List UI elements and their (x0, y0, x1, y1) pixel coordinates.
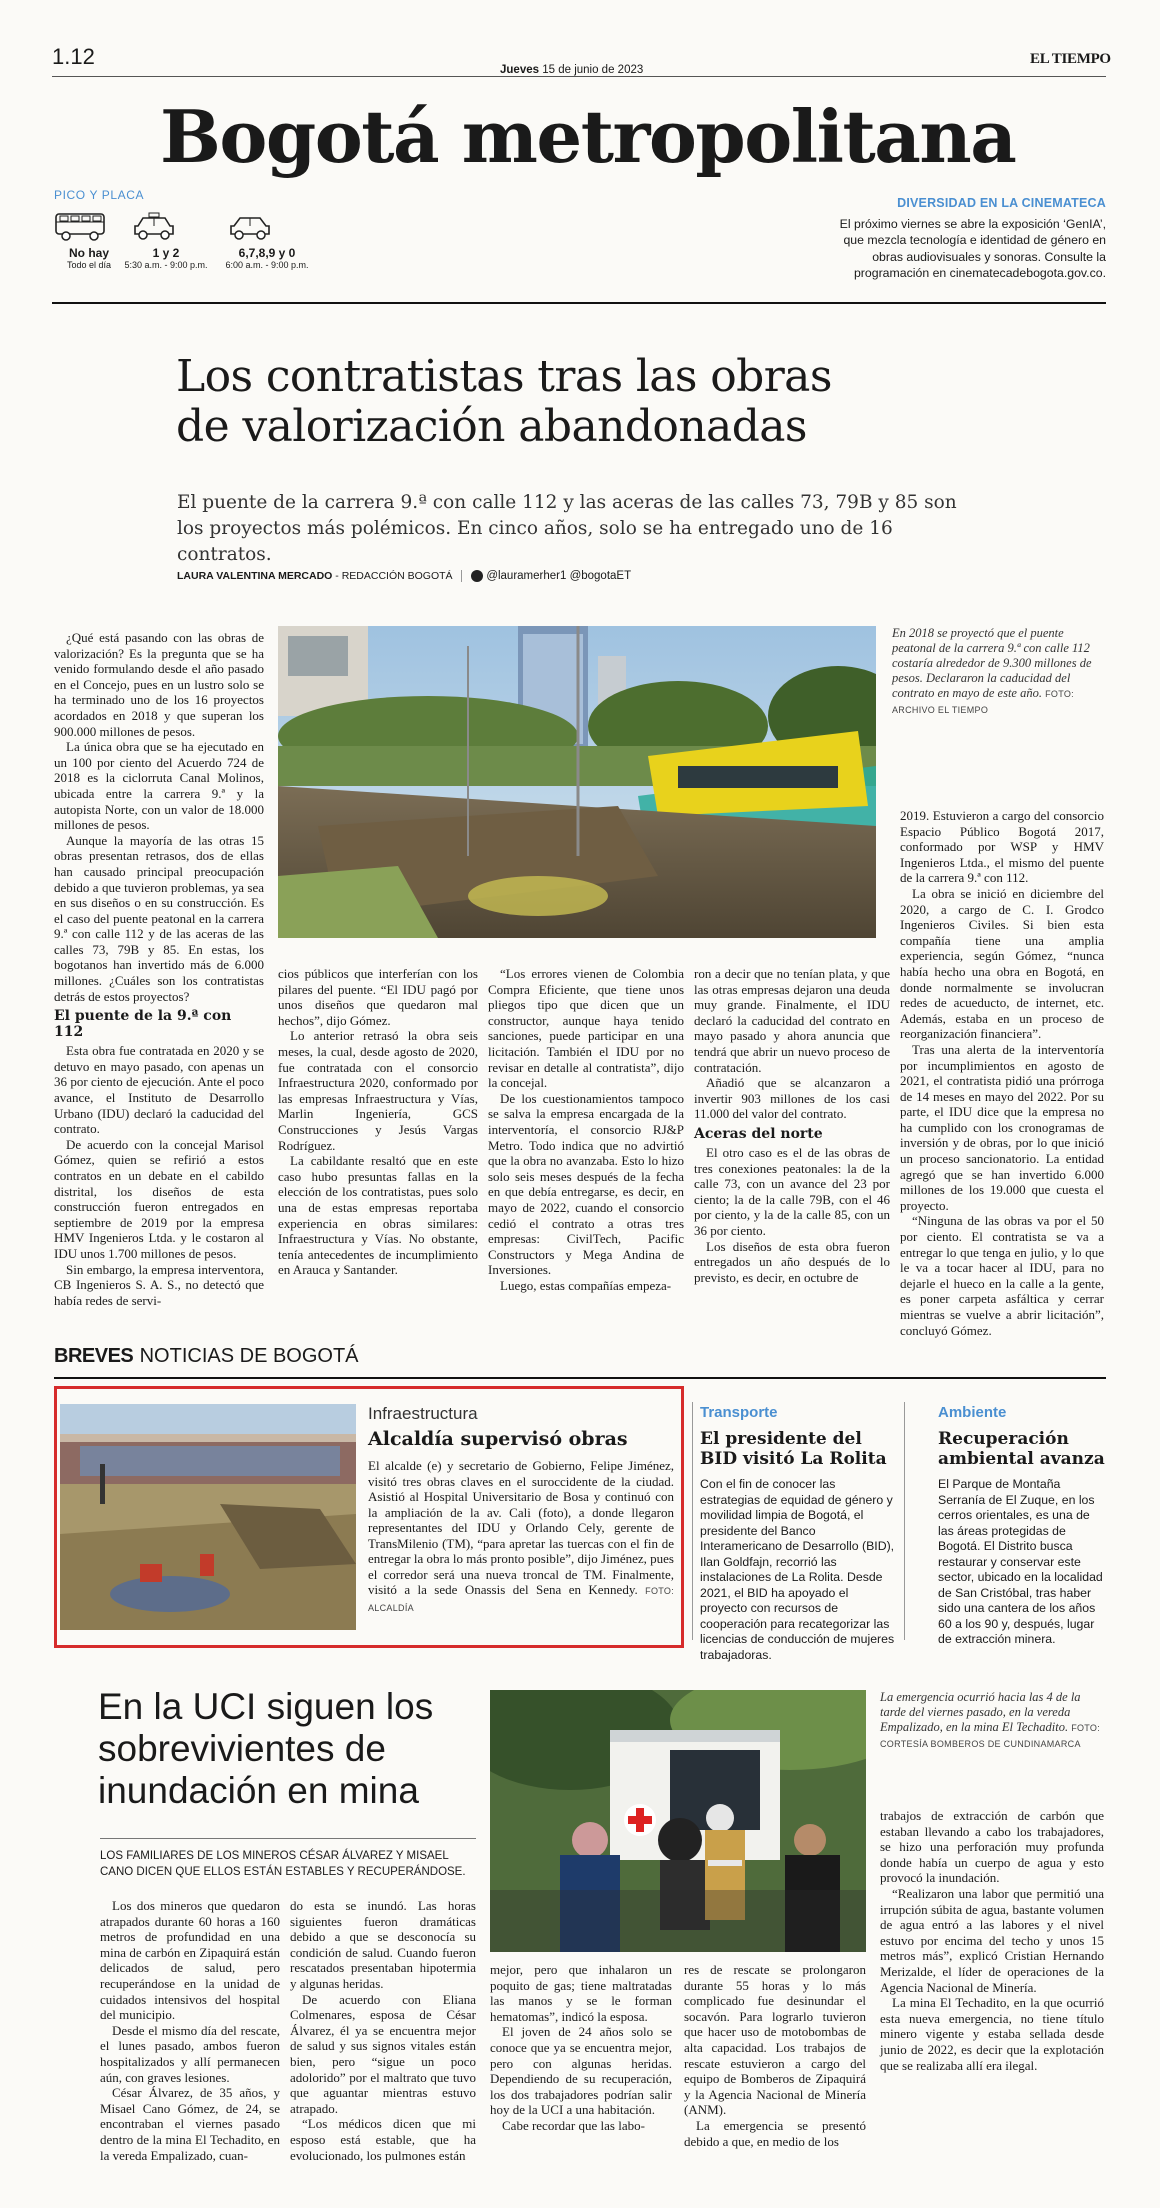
main-photo-caption (892, 626, 1104, 718)
paragraph: 2019. Estuvieron a cargo del consorcio Espacio Público Bogotá 2017, conformado por WSP y HMV Ingenieros Ltda., el mismo del puente de la carrera 9.ª con 112. (900, 808, 1104, 886)
paragraph: Sin embargo, la empresa interventora, CB Ingenieros S. A. S., no detectó que había redes de servi- (54, 1261, 264, 1308)
brief-title: Alcaldía supervisó obras (368, 1428, 628, 1450)
main-col-4 (694, 966, 890, 1285)
paragraph: Los dos mineros que quedaron atrapados durante 60 horas a 160 metros de profundidad en una mina de carbón en Zipaquirá están delicados de salud, pero recuperándose en la unidad de cuidados intensivos del hospital del municipio. (100, 1898, 280, 2023)
pico-item-taxi (114, 246, 218, 270)
brief-title: El presidente del BID visitó La Rolita (700, 1429, 887, 1469)
bus-icon (54, 210, 106, 244)
pico-plates: 6,7,8,9 y 0 (238, 246, 296, 260)
paragraph: Añadió que se alcanzaron a invertir 903 millones de los casi 11.000 del valor del contrato. (694, 1075, 890, 1122)
second-deck-rule (100, 1838, 476, 1839)
paragraph: Esta obra fue contratada en 2020 y se detuvo en mayo pasado, con apenas un 36 por ciento de ejecución. Ante el poco avance, el Instituto de Desarrollo Urbano (IDU) declaró la caducidad del contrato. (54, 1043, 264, 1137)
byline (177, 570, 631, 582)
brief-photo (60, 1404, 356, 1630)
second-col-1 (100, 1898, 280, 2163)
paragraph: “Ninguna de las obras va por el 50 por ciento. El contratista se va a entregar lo que tenga en julio, y lo que le va a tocar hacer al IDU, para no dejarle el hueco en la calle a la gente, es poner carpeta asfáltica y cerrar mientras se vuelve a abrir licitación”, concluyó Gómez. (900, 1213, 1104, 1338)
main-col-2 (278, 966, 478, 1278)
pico-placa-panel (52, 206, 322, 276)
pico-hours: 6:00 a.m. - 9:00 p.m. (225, 260, 309, 270)
promo-text: El próximo viernes se abre la exposición ‘GenIA’, que mezcla tecnología e identidad de género en obras audiovisuales y sonoras. Consulte la programación en cinematecadebogota.gov.co. (839, 217, 1106, 281)
briefs-divider-1 (692, 1402, 693, 1640)
paragraph: La cabildante resaltó que en este caso hubo presuntas fallas en la elección de los contratistas, pues solo una de estas empresas reportaba experiencia en obras similares: Infraestructura y Vías. No obstante, tenía antecedentes de incumplimiento en Arauca y Santander. (278, 1153, 478, 1278)
brief-text (368, 1458, 674, 1616)
paragraph: res de rescate se prolongaron durante 55 horas y lo más complicado fue desinundar el socavón. Para lograrlo tuvieron que hacer uso de motobombas de alta capacidad. Los trabajos de rescate estuvieron a cargo del equipo de Bomberos de Zipaquirá y la Agencia Nacional de Minería (ANM). (684, 1962, 866, 2118)
author-name: LAURA VALENTINA MERCADO (177, 570, 333, 582)
car-icon (228, 212, 272, 242)
pico-item-car (212, 246, 322, 270)
paragraph: Cabe recordar que las labo- (502, 2117, 645, 2133)
brief-text: El Parque de Montaña Serranía de El Zuque, en los cerros orientales, es una de las áreas protegidas de Bogotá. El Distrito busca restaurar y conservar este sector, ubicado en la localidad de San Cristóbal, tras haber sido una cantera de los años 60 a los 90 y, después, lugar de extracción minera. (938, 1477, 1103, 1646)
paragraph: La mina El Techadito, en la que ocurrió esta nueva emergencia, no tiene título minero vigente y estaba sellada desde junio de 2022, es decir que la explotación que se realizaba allí era ilegal. (880, 1995, 1104, 2073)
main-headline (176, 352, 832, 452)
second-col-4 (684, 1962, 866, 2149)
main-deck: El puente de la carrera 9.ª con calle 112 y las aceras de las calles 73, 79B y 85 son los proyectos más polémicos. En cinco años, solo se ha entregado uno de 16 contratos. (177, 492, 957, 565)
briefs-label-rest: NOTICIAS DE BOGOTÁ (139, 1345, 359, 1367)
brief-category: Infraestructura (368, 1404, 478, 1423)
briefs-top-rule (54, 1377, 1106, 1379)
paragraph: El joven de 24 años solo se conoce que ya se encuentra mejor, pero con algunas heridas. Dependiendo de su recuperación, los dos trabajadores podrían salir hoy de la UCI a una habitación. (490, 2024, 672, 2118)
author-desk: - REDACCIÓN BOGOTÁ (332, 570, 453, 582)
main-col-3 (488, 966, 684, 1293)
caption-credit: FOTO: ARCHIVO EL TIEMPO (892, 689, 1074, 715)
page-number: 1.12 (52, 44, 95, 69)
brief-credit: FOTO: ALCALDÍA (368, 1586, 674, 1613)
main-photo (278, 626, 876, 938)
second-col-5 (880, 1808, 1104, 2073)
paragraph: “Realizaron una labor que permitió una irrupción súbita de agua, bastante volumen de agua entró a las labores y el nivel estuvo por encima del techo y unos 15 metros más”, explicó Cristian Hernando Merizalde, el líder de operaciones de la Agencia Nacional de Minería. (880, 1885, 1104, 1995)
date-rest: 15 de junio de 2023 (542, 64, 644, 76)
pico-hours: Todo el día (66, 260, 112, 270)
paragraph: Aunque la mayoría de las otras 15 obras presentan retrasos, dos de ellas han causado principal preocupación debido a que tuvieron problemas, ya sea en sus diseños o en su construcción. Es el caso del puente peatonal en la carrera 9.ª con calle 112 y de las aceras de las calles 73, 79B y 85. En estas, los bogotanos han invertido más de 6.000 millones. ¿Cuáles son los contratistas detrás de estos proyectos? (54, 832, 264, 1004)
briefs-label-bold: BREVES (54, 1345, 134, 1367)
paragraph: Desde el mismo día del rescate, el lunes pasado, ambos fueron hospitalizados y allí permanecen aún, con graves lesiones. (100, 2022, 280, 2085)
brief-category: Transporte (700, 1404, 778, 1421)
paragraph: Luego, estas compañías empeza- (500, 1277, 672, 1293)
paragraph: La única obra que se ha ejecutado en un 100 por ciento del Acuerdo 724 de 2018 es la ciclorruta Canal Molinos, ubicada entre la carrera 9.ª y la autopista Norte, con un valor de 18.000 millones de pesos. (54, 739, 264, 833)
main-headline-line1: Los contratistas tras las obras (176, 351, 832, 402)
pico-plates: No hay (68, 246, 109, 260)
brief-transporte (700, 1404, 896, 1663)
subhead-aceras: Aceras del norte (694, 1125, 823, 1142)
caption-text: En 2018 se proyectó que el puente peatonal de la carrera 9.ª con calle 112 costaría alrededor de 9.300 millones de pesos. Declararon la caducidad del contrato en mayo de este año. (892, 626, 1092, 700)
briefs-divider-2 (904, 1402, 905, 1640)
brief-ambiente (938, 1404, 1106, 1648)
subhead-puente: El puente de la 9.ª con 112 (54, 1008, 232, 1041)
paragraph: cios públicos que interferían con los pilares del puente. “El IDU pagó por unos diseños que quedaron mal hechos”, dijo Gómez. (278, 966, 478, 1028)
publication-date (500, 64, 643, 76)
second-headline: En la UCI siguen los sobrevivientes de inundación en mina (98, 1686, 434, 1811)
caption-credit: FOTO: CORTESÍA BOMBEROS DE CUNDINAMARCA (880, 1723, 1101, 1749)
paragraph: De acuerdo con la concejal Marisol Gómez, quien se refirió a estos contratos en un debate en el cabildo distrital, los diseños de esta construcción fueron entregados en septiembre de 2019 por la empresa HMV Ingenieros Ltda. y le costaron al IDU unos 1.700 millones de pesos. (54, 1136, 264, 1261)
brief-category: Ambiente (938, 1404, 1007, 1421)
paragraph: “Los médicos dicen que mi esposo está estable, que ha evolucionado, los pulmones están (290, 2116, 476, 2163)
main-headline-line2: de valorización abandonadas (176, 401, 807, 452)
second-col-3 (490, 1962, 672, 2134)
paragraph: La emergencia se presentó debido a que, en medio de los (684, 2117, 866, 2149)
section-title: Bogotá metropolitana (160, 94, 1016, 179)
promo-title: DIVERSIDAD EN LA CINEMATECA (897, 196, 1106, 210)
top-rule (52, 76, 1106, 77)
paragraph: La obra se inició en diciembre del 2020, a cargo de C. I. Grodco Ingenieros Civiles. Si bien esta compañía tiene una amplia experiencia, según Gómez, “nunca había hecho una obra en Bogotá, en donde normalmente se involucran redes de acueducto, de internet, etc. Además, estaba en un proceso de reorganización financiera”. (900, 885, 1104, 1042)
paragraph: De acuerdo con Eliana Colmenares, esposa de César Álvarez, él ya se encuentra mejor de salud y sus signos vitales están bien, pero “sigue un poco adolorido” por el maltrato que tuvo que aguantar mientras estuvo atrapado. (290, 1991, 476, 2116)
header-bottom-rule (52, 302, 1106, 304)
second-col-2 (290, 1898, 476, 2163)
second-photo (490, 1690, 866, 1952)
brief-title: Recuperación ambiental avanza (938, 1429, 1105, 1469)
pico-plates: 1 y 2 (152, 246, 180, 260)
pico-hours: 5:30 a.m. - 9:00 p.m. (124, 260, 208, 270)
paragraph: do esta se inundó. Las horas siguientes fueron dramáticas debido a que se desconocía su condición de salud. Cuando fueron rescatados presentaban hipotermia y algunas heridas. (290, 1898, 476, 1991)
paragraph: César Álvarez, de 35 años, y Misael Cano Gómez, de 24, se encontraban el viernes pasado dentro de la mina El Techadito, en la vereda Empalizado, cuan- (100, 2085, 280, 2163)
paragraph: Tras una alerta de la interventoría por incumplimientos en agosto de 2021, el contratista pidió una prórroga de 14 meses en mayo del 2022. Por su parte, el IDU dice que la empresa no ha cumplido con los cronogramas de inversión y de obras, por lo que inició un proceso sancionatorio. La entidad agregó que se han invertido 6.000 millones de los 19.000 que cuesta el proyecto. (900, 1041, 1104, 1213)
caption-text: La emergencia ocurrió hacia las 4 de la tarde del viernes pasado, en la vereda Empalizado, en la mina El Techadito. (880, 1690, 1081, 1734)
social-handles: @lauramerher1 @bogotaET (486, 570, 632, 582)
paragraph: mejor, pero que inhalaron un poquito de gas; tiene maltratadas las manos y se le forman hematomas”, indicó la esposa. (490, 1962, 672, 2024)
paragraph: Los diseños de esta obra fueron entregados un año después de lo previsto, es decir, en octubre de (694, 1238, 890, 1285)
brief-text: Con el fin de conocer las estrategias de equidad de género y movilidad limpia de Bogotá, el presidente del Banco Interamericano de Desarrollo (BID), Ilan Goldfajn, recorrió las instalaciones de La Rolita. Desde 2021, el BID ha apoyado el proyecto con recursos de cooperación para recategorizar las licencias de conducción de mujeres trabajadoras. (700, 1477, 895, 1662)
twitter-icon (471, 570, 483, 582)
paragraph: ¿Qué está pasando con las obras de valorización? Es la pregunta que se ha venido formulando desde el año pasado en el Concejo, pues en un lustro solo se ha terminado uno de los 16 proyectos acordados en 2018 y que superan los 900.000 millones de pesos. (54, 630, 264, 739)
paragraph: trabajos de extracción de carbón que estaban llevando a cabo los trabajadores, se hizo una perforación muy profunda donde había un cuerpo de agua y esto provocó la inundación. (880, 1808, 1104, 1886)
main-col-5 (900, 808, 1104, 1338)
briefs-label (54, 1343, 359, 1368)
byline-divider (461, 570, 462, 582)
brief-infraestructura (368, 1404, 674, 1616)
second-photo-caption (880, 1690, 1104, 1752)
brand-logo: EL TIEMPO (1030, 51, 1111, 67)
paragraph: Lo anterior retrasó la obra seis meses, la cual, desde agosto de 2020, fue contratada con el consorcio Infraestructura 2020, conformado por las empresas Infraestructura y Vías, Marlin Ingeniería, GCS Construcciones y Jesús Vargas Rodríguez. (278, 1028, 478, 1153)
paragraph: ron a decir que no tenían plata, y que las otras empresas dejaron una deuda muy grande. Finalmente, el IDU declaró la caducidad del contrato en mayo pasado y ahora anuncia que tendrá que abrir un nuevo proceso de contratación. (694, 966, 890, 1075)
date-day: Jueves (500, 64, 540, 76)
pico-placa-label: PICO Y PLACA (54, 188, 145, 202)
second-deck: LOS FAMILIARES DE LOS MINEROS CÉSAR ÁLVAREZ Y MISAEL CANO DICEN QUE ELLOS ESTÁN ESTABLES Y RECUPERÁNDOSE. (100, 1850, 466, 1878)
paragraph: De los cuestionamientos tampoco se salva la empresa encargada de la interventoría, el consorcio RJ&P Metro. Todo indica que no advirtió que la obra no avanzaba. Esto lo hizo solo seis meses después de la fecha en que debía entregarse, es decir, en mayo de 2022, cuando el consorcio cedió el contrato a otras tres empresas: CivilTech, Pacific Constructors y Mega Andina de Inversiones. (488, 1090, 684, 1278)
taxi-icon (132, 212, 176, 242)
main-col-1 (54, 630, 264, 1308)
brief-text-body: El alcalde (e) y secretario de Gobierno, Felipe Jiménez, visitó tres obras claves en el suroccidente de la ciudad. Asistió al Hospital Universitario de Bosa y continuó con la ampliación de la av. Cali (foto), a donde llegaron representantes del IDU y Orlando Cely, gerente de TransMilenio (TM), “para apretar las tuercas con el fin de entregar la obra lo más pronto posible”, dijo Jiménez, pues el corredor será una nueva troncal de TM. Finalmente, visitó a la sede Onassis del Sena en Kennedy. (368, 1458, 674, 1597)
paragraph: El otro caso es el de las obras de tres conexiones peatonales: la de la calle 73, con un avance del 23 por ciento; la de la calle 79B, con el 46 por ciento, y la de la calle 85, con un 36 por ciento. (694, 1144, 890, 1238)
paragraph: “Los errores vienen de Colombia Compra Eficiente, que tiene unos pliegos tipo que dicen que un constructor, aunque haya tenido sanciones, puede participar en una licitación. También el IDU por no revisar en detalle al contratista”, dijo la concejal. (488, 966, 684, 1091)
